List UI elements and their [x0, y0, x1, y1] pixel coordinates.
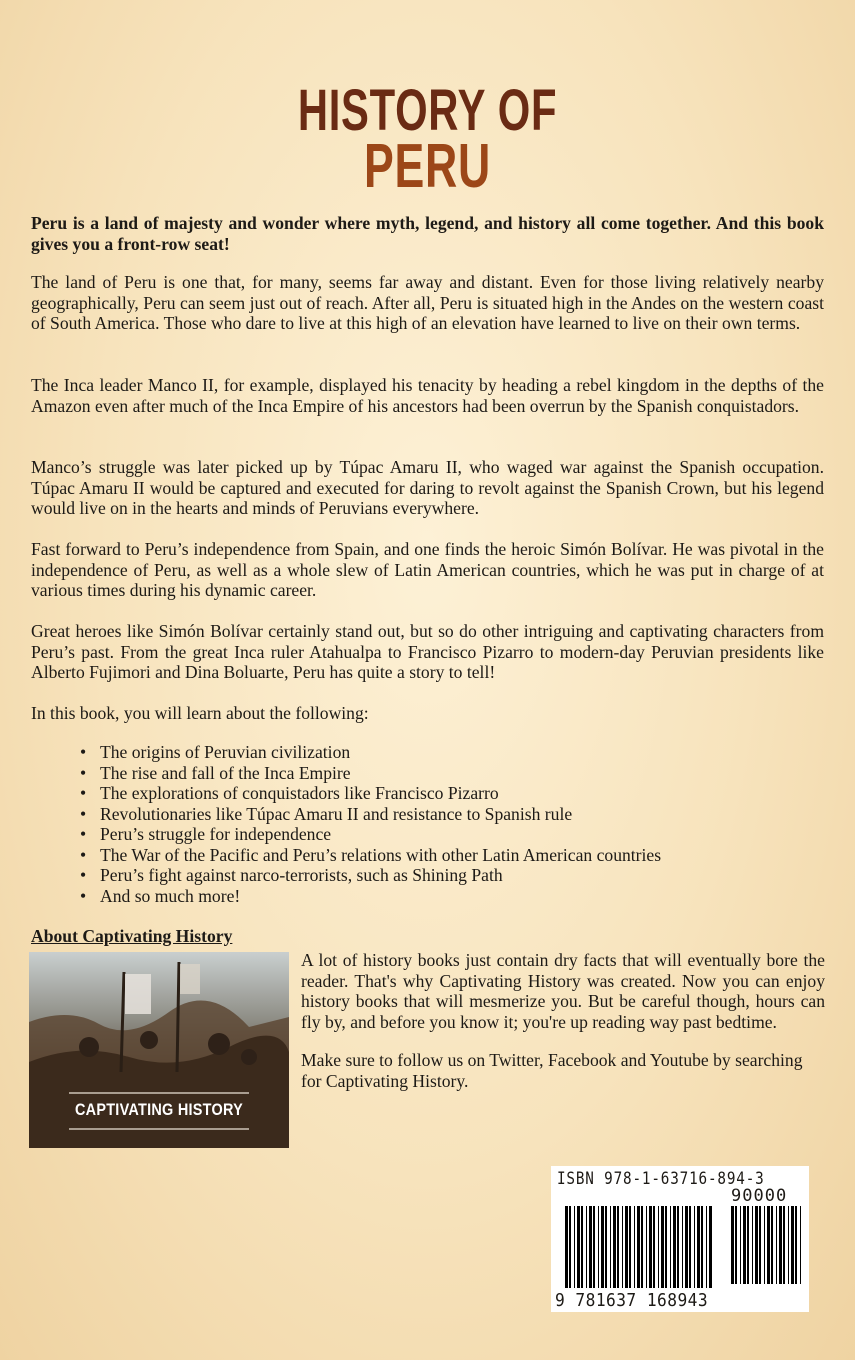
- paragraph-6: In this book, you will learn about the following:: [31, 703, 369, 723]
- list-item: • The explorations of conquistadors like Francisco Pizarro: [80, 783, 499, 803]
- barcode-bar: [795, 1206, 797, 1284]
- barcode-bar: [701, 1206, 703, 1288]
- book-title-line-2: PERU: [364, 132, 491, 201]
- barcode-bar: [694, 1206, 695, 1288]
- bullet-icon: •: [80, 762, 87, 783]
- barcode-bar: [759, 1206, 761, 1284]
- isbn-barcode: [551, 1166, 809, 1312]
- barcode-bar: [764, 1206, 765, 1284]
- lead-paragraph: Peru is a land of majesty and wonder where myth, legend, and history all come together. And this book gives you a front-row seat!: [31, 213, 824, 254]
- barcode-bar: [743, 1206, 746, 1284]
- barcode-bar: [735, 1206, 737, 1284]
- list-item: • Peru’s fight against narco-terrorists, such as Shining Path: [80, 865, 503, 885]
- barcode-bar: [565, 1206, 568, 1288]
- bullet-icon: •: [80, 885, 87, 906]
- paragraph-3: Manco’s struggle was later picked up by Túpac Amaru II, who waged war against the Spanish occupation. Túpac Amaru II would be captured and executed for daring to revolt against the Spanish Crown, but his legend would live on in the hearts and minds of Peruvians everywhere.: [31, 457, 824, 518]
- barcode-bar: [800, 1206, 801, 1284]
- about-heading: About Captivating History: [31, 926, 233, 946]
- barcode-bar: [658, 1206, 659, 1288]
- barcode-bar: [685, 1206, 688, 1288]
- logo-text: CAPTIVATING HISTORY: [74, 1100, 244, 1119]
- barcode-bar: [622, 1206, 623, 1288]
- barcode-bar: [689, 1206, 691, 1288]
- book-title-line-1: HISTORY OF: [297, 78, 558, 143]
- paragraph-5: Great heroes like Simón Bolívar certainly stand out, but so do other intriguing and captivating characters from Peru’s past. From the great Inca ruler Atahualpa to Francisco Pizarro to modern-day Peruvian presidents like Alberto Fujimori and Dina Boluarte, Peru has quite a story to tell!: [31, 621, 824, 682]
- bullet-icon: •: [80, 742, 87, 762]
- barcode-bar: [791, 1206, 794, 1284]
- list-item: • Peru’s struggle for independence: [80, 824, 332, 844]
- barcode-bar: [779, 1206, 782, 1284]
- list-item: • The rise and fall of the Inca Empire: [80, 762, 351, 783]
- barcode-bar: [706, 1206, 707, 1288]
- barcode-bar: [673, 1206, 676, 1288]
- barcode-bar: [649, 1206, 652, 1288]
- bullet-icon: •: [80, 783, 87, 803]
- barcode-bar: [665, 1206, 667, 1288]
- barcode-bar: [747, 1206, 749, 1284]
- barcode-bar: [731, 1206, 734, 1284]
- list-item: • The origins of Peruvian civilization: [80, 742, 351, 762]
- barcode-bar: [767, 1206, 770, 1284]
- barcode-bar: [646, 1206, 647, 1288]
- list-item: • And so much more!: [80, 885, 241, 906]
- barcode-bar: [653, 1206, 655, 1288]
- barcode-bar: [598, 1206, 599, 1288]
- barcode-bar: [581, 1206, 583, 1288]
- paragraph-2: The Inca leader Manco II, for example, displayed his tenacity by heading a rebel kingdom in the depths of the Amazon even after much of the Inca Empire of his ancestors had been overrun by the Spanish conquistadors.: [31, 375, 824, 416]
- barcode-bar: [783, 1206, 785, 1284]
- barcode-bar: [661, 1206, 664, 1288]
- barcode-bar: [755, 1206, 758, 1284]
- barcode-bar: [740, 1206, 741, 1284]
- barcode-bar: [629, 1206, 631, 1288]
- bullet-icon: •: [80, 865, 87, 885]
- about-paragraph-1: A lot of history books just contain dry facts that will eventually bore the reader. That's why Captivating History was created. Now you can enjoy history books that will mesmerize you. But be careful though, hours can fly by, and before you know it; you're up reading way past bedtime.: [301, 950, 825, 1032]
- barcode-bar: [677, 1206, 679, 1288]
- barcode-bar: [788, 1206, 789, 1284]
- barcode-bar: [569, 1206, 571, 1288]
- bullet-icon: •: [80, 803, 87, 824]
- barcode-bar: [625, 1206, 628, 1288]
- paragraph-4: Fast forward to Peru’s independence from Spain, and one finds the heroic Simón Bolívar. He was pivotal in the independence of Peru, as well as a whole slew of Latin American countries, which he was put in charge of at various times during his dynamic career.: [31, 539, 824, 600]
- publisher-logo-image: [29, 952, 289, 1148]
- barcode-bar: [771, 1206, 773, 1284]
- barcode-bar: [641, 1206, 643, 1288]
- list-item: • Revolutionaries like Túpac Amaru II and resistance to Spanish rule: [80, 803, 573, 824]
- bullet-icon: •: [80, 824, 87, 844]
- barcode-bar: [605, 1206, 607, 1288]
- barcode-bar: [752, 1206, 753, 1284]
- barcode-bar: [697, 1206, 700, 1288]
- price-code: 90000: [731, 1186, 788, 1206]
- barcode-bar: [589, 1206, 592, 1288]
- paragraph-1: The land of Peru is one that, for many, seems far away and distant. Even for those living relatively nearby geographically, Peru can seem just out of reach. After all, Peru is situated high in the Andes on the western coast of South America. Those who dare to live at this high of an elevation have learned to live on their own terms.: [31, 272, 824, 333]
- barcode-bar: [610, 1206, 611, 1288]
- list-item: • The War of the Pacific and Peru’s relations with other Latin American countries: [80, 844, 662, 865]
- barcode-bar: [586, 1206, 587, 1288]
- barcode-bar: [670, 1206, 671, 1288]
- isbn-number: ISBN 978-1-63716-894-3: [557, 1169, 765, 1189]
- barcode-bar: [577, 1206, 580, 1288]
- barcode-bar: [613, 1206, 616, 1288]
- barcode-bar: [709, 1206, 712, 1288]
- about-paragraph-2: Make sure to follow us on Twitter, Facebook and Youtube by searching for Captivating History.: [301, 1050, 803, 1091]
- barcode-bar: [634, 1206, 635, 1288]
- topic-list: [80, 742, 662, 906]
- barcode-bar: [776, 1206, 777, 1284]
- bullet-icon: •: [80, 844, 87, 865]
- barcode-bar: [617, 1206, 619, 1288]
- ean-number: 9 781637 168943: [555, 1290, 709, 1311]
- barcode-bar: [601, 1206, 604, 1288]
- barcode-bar: [593, 1206, 595, 1288]
- barcode-bar: [682, 1206, 683, 1288]
- barcode-bar: [574, 1206, 575, 1288]
- barcode-bar: [637, 1206, 640, 1288]
